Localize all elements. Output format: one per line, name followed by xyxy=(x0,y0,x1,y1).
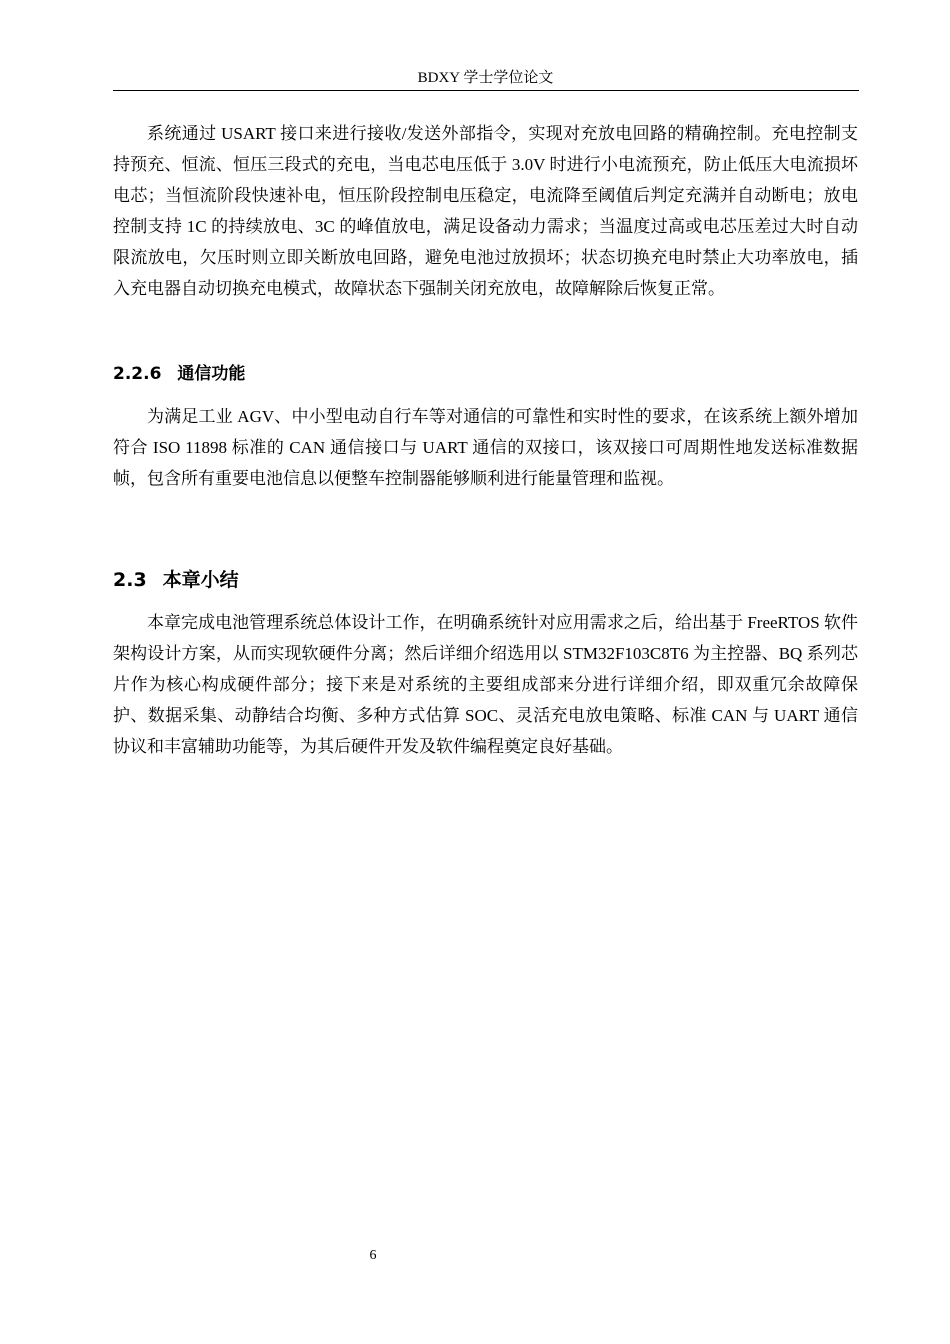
page-number: 6 xyxy=(369,1248,377,1263)
paragraph-communication-function: 为满足工业 AGV、中小型电动自行车等对通信的可靠性和实时性的要求，在该系统上额外增加符合 ISO 11898 标准的 CAN 通信接口与 UART 通信的双接口，该双接口可周期性地发送标准数据帧，包含所有重要电池信息以便整车控制器能够顺利进行能量管理和监视。 xyxy=(113,407,858,488)
section-heading-2-2-6 xyxy=(113,362,245,386)
page-header: BDXY 学士学位论文 xyxy=(417,70,554,86)
section-title: 本章小结 xyxy=(162,569,239,591)
section-number: 2.3 xyxy=(113,569,147,591)
section-title: 通信功能 xyxy=(177,364,246,384)
section-heading-2-3 xyxy=(113,567,239,593)
paragraph-charge-discharge-control: 系统通过 USART 接口来进行接收/发送外部指令，实现对充放电回路的精确控制。充电控制支持预充、恒流、恒压三段式的充电，当电芯电压低于 3.0V 时进行小电流预充，防止低压大电流损坏电芯；当恒流阶段快速补电，恒压阶段控制电压稳定，电流降至阈值后判定充满并自动断电；放电控制支持 1C 的持续放电、3C 的峰值放电，满足设备动力需求；当温度过高或电芯压差过大时自动限流放电，欠压时则立即关断放电回路，避免电池过放损坏；状态切换充电时禁止大功率放电，插入充电器自动切换充电模式，故障状态下强制关闭充放电，故障解除后恢复正常。 xyxy=(113,124,858,298)
header-divider xyxy=(113,90,859,91)
section-number: 2.2.6 xyxy=(113,364,162,384)
paragraph-chapter-summary: 本章完成电池管理系统总体设计工作，在明确系统针对应用需求之后，给出基于 FreeRTOS 软件架构设计方案，从而实现软硬件分离；然后详细介绍选用以 STM32F103C8T6 为主控器、BQ 系列芯片作为核心构成硬件部分；接下来是对系统的主要组成部来分进行详细介绍，即双重冗余故障保护、数据采集、动静结合均衡、多种方式估算 SOC、灵活充电放电策略、标准 CAN 与 UART 通信协议和丰富辅助功能等，为其后硬件开发及软件编程奠定良好基础。 xyxy=(113,613,858,756)
